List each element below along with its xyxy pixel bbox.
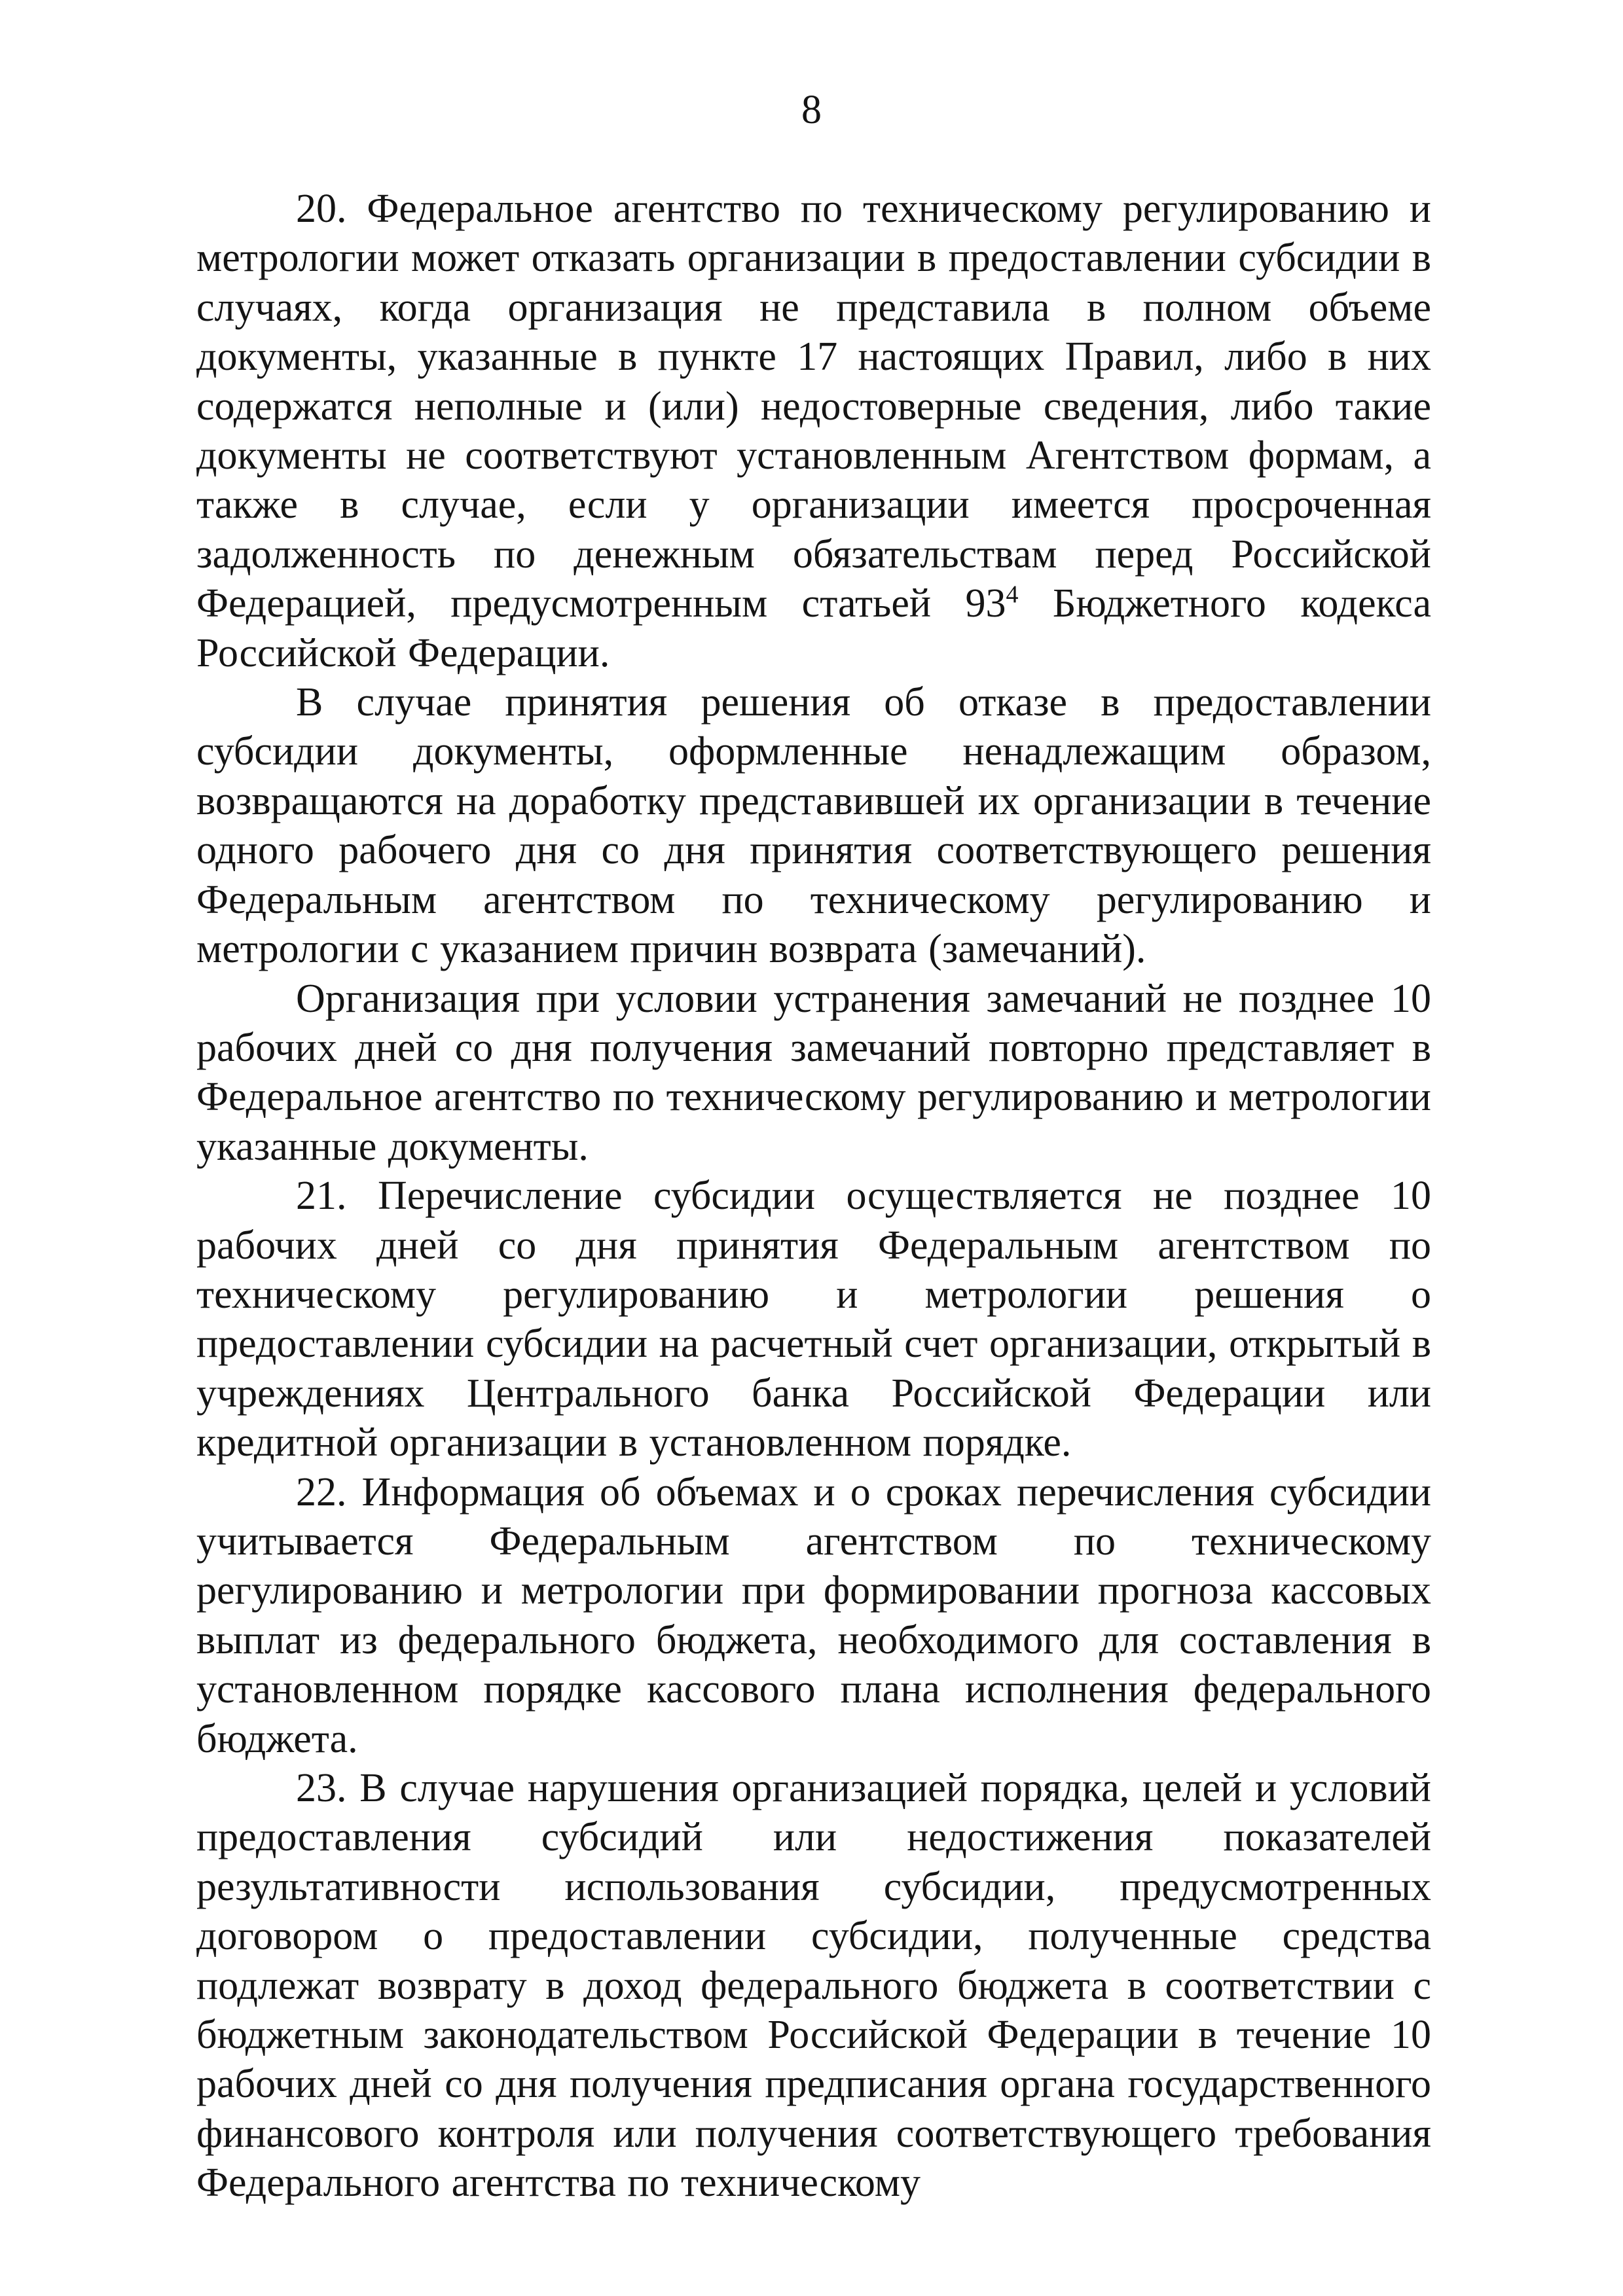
paragraph-resubmission: Организация при условии устранения замечаний не позднее 10 рабочих дней со дня получения замечаний повторно представляет в Федеральное агентство по техническому регулированию и метрологии указанные документы. (196, 976, 1431, 1169)
paragraph-refusal: В случае принятия решения об отказе в предоставлении субсидии документы, оформленные ненадлежащим образом, возвращаются на доработку представившей их организации в течение одного рабочего дня со дня принятия соответствующего решения Федеральным агентством по техническому регулированию и метрологии с указанием причин возврата (замечаний). (196, 680, 1431, 972)
paragraph-20-text-end: Бюджетного кодекса Российской Федерации. (196, 581, 1431, 675)
paragraph-20 (196, 185, 1431, 678)
paragraph-20-text: 20. Федеральное агентство по техническому регулированию и метрологии может отказать организации в предоставлении субсидии в случаях, когда организация не представила в полном объеме документы, указанные в пункте 17 настоящих Правил, либо в них содержатся неполные и (или) недостоверные сведения, либо такие документы не соответствуют установленным Агентством формам, а также в случае, если у организации имеется просроченная задолженность по денежным обязательствам перед Российской Федерацией, предусмотренным статьей 93 (196, 187, 1431, 626)
document-body (196, 185, 1431, 2208)
paragraph-22: 22. Информация об объемах и о сроках перечисления субсидии учитывается Федеральным агентством по техническому регулированию и метрологии при формировании прогноза кассовых выплат из федерального бюджета, необходимого для составления в установленном порядке кассового плана исполнения федерального бюджета. (196, 1469, 1431, 1761)
page-number: 8 (801, 88, 822, 132)
article-superscript: 4 (1006, 581, 1019, 609)
paragraph-23: 23. В случае нарушения организацией порядка, целей и условий предоставления субсидий или недостижения показателей результативности использования субсидии, предусмотренных договором о предоставлении субсидии, полученные средства подлежат возврату в доход федерального бюджета в соответствии с бюджетным законодательством Российской Федерации в течение 10 рабочих дней со дня получения предписания органа государственного финансового контроля или получения соответствующего требования Федерального агентства по техническому (196, 1766, 1431, 2206)
paragraph-21: 21. Перечисление субсидии осуществляется не позднее 10 рабочих дней со дня принятия Федеральным агентством по техническому регулированию и метрологии решения о предоставлении субсидии на расчетный счет организации, открытый в учреждениях Центрального банка Российской Федерации или кредитной организации в установленном порядке. (196, 1174, 1431, 1465)
